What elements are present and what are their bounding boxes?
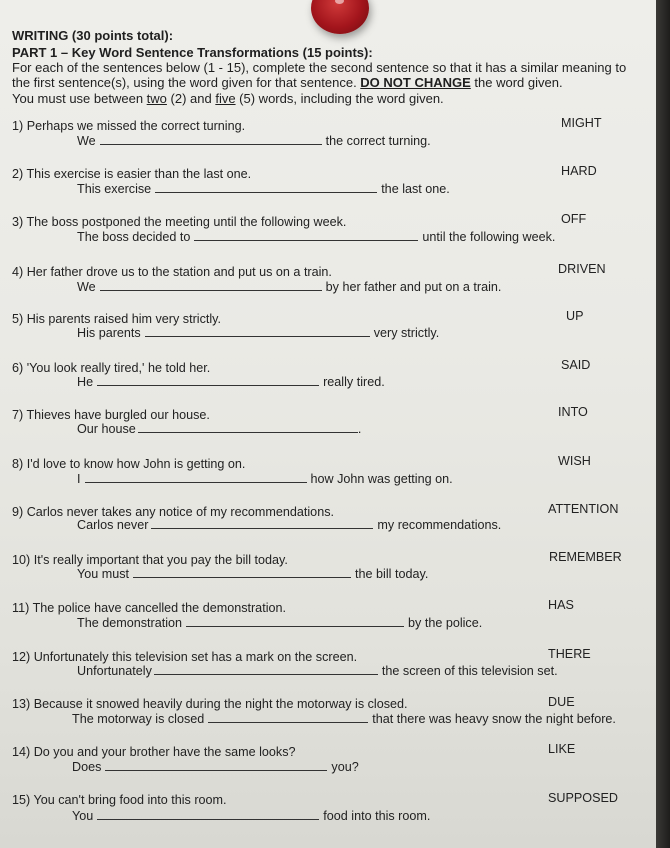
question-1: 1) Perhaps we missed the correct turning.: [12, 119, 246, 133]
answer-line-6: He really tired.: [77, 375, 385, 389]
question-5: 5) His parents raised him very strictly.: [12, 312, 222, 326]
answer-blank-3[interactable]: [194, 230, 418, 241]
keyword-4: DRIVEN: [558, 262, 606, 276]
answer-line-3: The boss decided to until the following week.: [77, 230, 556, 244]
answer-blank-13[interactable]: [208, 712, 368, 723]
page-edge-shadow: [656, 0, 670, 848]
keyword-8: WISH: [558, 454, 591, 468]
answer-line-7: Our house .: [77, 422, 362, 436]
keyword-13: DUE: [548, 695, 575, 709]
keyword-6: SAID: [561, 358, 591, 372]
keyword-10: REMEMBER: [549, 550, 622, 564]
question-13: 13) Because it snowed heavily during the night the motorway is closed.: [12, 697, 408, 711]
question-8: 8) I'd love to know how John is getting on.: [12, 457, 246, 471]
answer-blank-2[interactable]: [155, 182, 377, 193]
question-4: 4) Her father drove us to the station and put us on a train.: [12, 265, 332, 279]
worksheet-title: WRITING (30 points total):: [12, 28, 174, 43]
question-10: 10) It's really important that you pay the bill today.: [12, 553, 288, 567]
answer-blank-4[interactable]: [100, 280, 322, 291]
answer-blank-8[interactable]: [85, 472, 307, 483]
red-pin-icon: [311, 0, 369, 34]
question-9: 9) Carlos never takes any notice of my recommendations.: [12, 505, 334, 519]
question-15: 15) You can't bring food into this room.: [12, 793, 227, 807]
answer-blank-7[interactable]: [138, 422, 358, 433]
answer-line-1: We the correct turning.: [77, 134, 431, 148]
keyword-5: UP: [566, 309, 584, 323]
question-11: 11) The police have cancelled the demonstration.: [12, 601, 286, 615]
question-7: 7) Thieves have burgled our house.: [12, 408, 210, 422]
answer-line-2: This exercise the last one.: [77, 182, 450, 196]
keyword-14: LIKE: [548, 742, 576, 756]
answer-blank-6[interactable]: [97, 375, 319, 386]
keyword-11: HAS: [548, 598, 574, 612]
answer-blank-14[interactable]: [105, 760, 327, 771]
question-6: 6) 'You look really tired,' he told her.: [12, 361, 211, 375]
keyword-12: THERE: [548, 647, 591, 661]
keyword-1: MIGHT: [561, 116, 602, 130]
keyword-9: ATTENTION: [548, 502, 619, 516]
answer-line-4: We by her father and put on a train.: [77, 280, 502, 294]
answer-blank-12[interactable]: [154, 664, 378, 675]
question-2: 2) This exercise is easier than the last one.: [12, 167, 252, 181]
answer-line-13: The motorway is closed that there was heavy snow the night before.: [72, 712, 616, 726]
answer-line-12: Unfortunately the screen of this television set.: [77, 664, 558, 678]
answer-blank-15[interactable]: [97, 809, 319, 820]
instructions-line-2: the first sentence(s), using the word given for that sentence. DO NOT CHANGE the word given.: [12, 75, 563, 90]
question-3: 3) The boss postponed the meeting until the following week.: [12, 215, 347, 229]
answer-line-15: You food into this room.: [72, 809, 431, 823]
answer-line-5: His parents very strictly.: [77, 326, 440, 340]
answer-blank-10[interactable]: [133, 567, 351, 578]
part-heading: PART 1 – Key Word Sentence Transformations (15 points):: [12, 45, 373, 60]
keyword-15: SUPPOSED: [548, 791, 618, 805]
instructions-line-3: You must use between two (2) and five (5) words, including the word given.: [12, 91, 444, 106]
answer-blank-5[interactable]: [145, 326, 370, 337]
answer-blank-9[interactable]: [151, 518, 373, 529]
keyword-7: INTO: [558, 405, 588, 419]
answer-line-11: The demonstration by the police.: [77, 616, 483, 630]
answer-line-8: I how John was getting on.: [77, 472, 453, 486]
question-12: 12) Unfortunately this television set has a mark on the screen.: [12, 650, 358, 664]
question-14: 14) Do you and your brother have the same looks?: [12, 745, 296, 759]
answer-blank-1[interactable]: [100, 134, 322, 145]
answer-blank-11[interactable]: [186, 616, 404, 627]
answer-line-14: Does you?: [72, 760, 359, 774]
answer-line-10: You must the bill today.: [77, 567, 429, 581]
keyword-3: OFF: [561, 212, 587, 226]
instructions-line-1: For each of the sentences below (1 - 15), complete the second sentence so that it has a similar meaning to: [12, 60, 627, 75]
answer-line-9: Carlos never my recommendations.: [77, 518, 502, 532]
keyword-2: HARD: [561, 164, 597, 178]
